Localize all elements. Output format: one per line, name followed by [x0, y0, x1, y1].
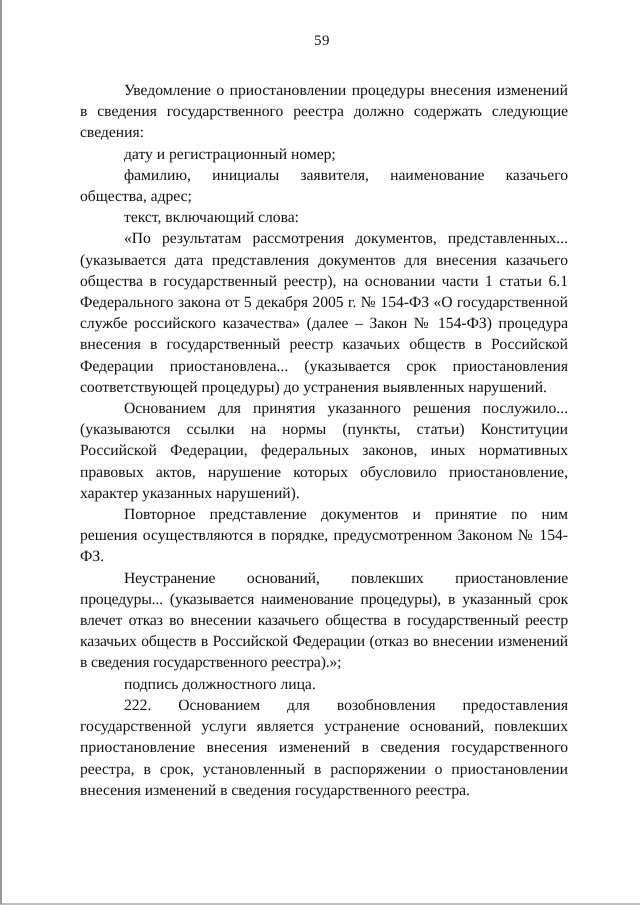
paragraph-applicant: фамилию, инициалы заявителя, наименование казачьего общества, адрес;: [80, 166, 568, 206]
paragraph-222: 222. Основанием для возобновления предоставления государственной услуги является устранение оснований, повлекших приостановление внесения изменений в сведения государственного реестра, в срок, установленный в распоряжении о приостановлении внесения изменений в сведения государственного реестра.: [80, 696, 568, 799]
paragraph-quote-results: «По результатам рассмотрения документов, представленных... (указывается дата представления документов для внесения казачьего общества в государственный реестр), на основании части 1 статьи 6.1 Федерального закона от 5 декабря 2005 г. № 154-ФЗ «О государственной службе российского казачества» (далее – Закон № 154-ФЗ) процедура внесения в государственный реестр казачьих обществ в Российской Федерации приостановлена... (указывается срок приостановления соответствующей процедуры) до устранения выявленных нарушений.: [80, 230, 568, 396]
paragraph-notice-intro: Уведомление о приостановлении процедуры внесения изменений в сведения государственного реестра должно содержать следующие сведения:: [80, 82, 568, 142]
paragraph-quote-resubmission: Повторное представление документов и принятие по ним решения осуществляются в порядке, предусмотренном Законом № 154-ФЗ.: [80, 506, 568, 566]
paragraph-quote-grounds: Основанием для принятия указанного решения послужило... (указываются ссылки на нормы (пункты, статьи) Конституции Российской Федерации, федеральных законов, иных нормативных правовых актов, нарушение которых обусловило приостановление, характер указанных нарушений).: [80, 400, 568, 502]
document-body: [80, 80, 568, 801]
paragraph-date-number: дату и регистрационный номер;: [124, 145, 336, 163]
paragraph-signature: подпись должностного лица.: [124, 675, 316, 693]
paragraph-quote-non-elimination: Неустранение оснований, повлекших приостановление процедуры... (указывается наименование процедуры), в указанный срок влечет отказ во внесении казачьего общества в государственный реестр казачьих обществ в Российской Федерации (отказ во внесении изменений в сведения государственного реестра).»;: [80, 569, 568, 672]
paragraph-text-intro: текст, включающий слова:: [124, 209, 299, 227]
page-number: 59: [314, 33, 330, 49]
